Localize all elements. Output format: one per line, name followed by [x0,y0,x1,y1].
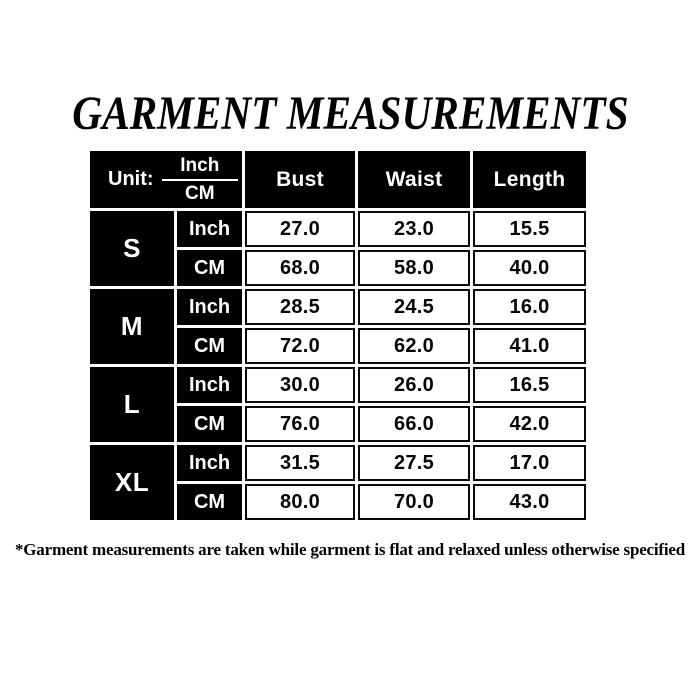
unit-option-cm: CM [185,182,215,204]
value-s-cm-bust: 68.0 [245,250,355,286]
value-xl-inch-bust: 31.5 [245,445,355,481]
value-xl-inch-length: 17.0 [473,445,586,481]
value-s-inch-length: 15.5 [473,211,586,247]
measurements-table [87,148,589,523]
unit-fraction [162,155,238,205]
unit-cell-inch: Inch [177,211,242,247]
value-l-cm-bust: 76.0 [245,406,355,442]
value-l-cm-length: 42.0 [473,406,586,442]
value-s-inch-bust: 27.0 [245,211,355,247]
table-row-m-inch [90,289,586,325]
page-title [0,87,700,140]
value-s-inch-waist: 23.0 [358,211,470,247]
table-row-l-inch [90,367,586,403]
unit-cell-cm: CM [177,328,242,364]
unit-header-wrap [92,155,240,205]
table-header-row [90,151,586,208]
unit-cell-cm: CM [177,406,242,442]
size-cell-s: S [90,211,174,286]
unit-option-inch: Inch [162,155,238,181]
column-header-bust: Bust [245,151,355,208]
table-row-xl-inch [90,445,586,481]
footnote: *Garment measurements are taken while garment is flat and relaxed unless otherwise specified [14,540,686,559]
unit-cell-cm: CM [177,484,242,520]
unit-cell-inch: Inch [177,367,242,403]
column-header-length: Length [473,151,586,208]
value-l-cm-waist: 66.0 [358,406,470,442]
value-xl-inch-waist: 27.5 [358,445,470,481]
value-m-inch-bust: 28.5 [245,289,355,325]
unit-header-cell [90,151,242,208]
size-cell-m: M [90,289,174,364]
value-s-cm-length: 40.0 [473,250,586,286]
value-l-inch-length: 16.5 [473,367,586,403]
value-m-inch-waist: 24.5 [358,289,470,325]
unit-cell-inch: Inch [177,289,242,325]
value-m-cm-bust: 72.0 [245,328,355,364]
value-m-cm-length: 41.0 [473,328,586,364]
value-xl-cm-length: 43.0 [473,484,586,520]
value-xl-cm-bust: 80.0 [245,484,355,520]
value-xl-cm-waist: 70.0 [358,484,470,520]
unit-cell-inch: Inch [177,445,242,481]
table-row-s-inch [90,211,586,247]
value-m-inch-length: 16.0 [473,289,586,325]
size-cell-xl: XL [90,445,174,520]
value-s-cm-waist: 58.0 [358,250,470,286]
unit-cell-cm: CM [177,250,242,286]
unit-label: Unit: [108,168,154,190]
size-cell-l: L [90,367,174,442]
value-l-inch-bust: 30.0 [245,367,355,403]
value-m-cm-waist: 62.0 [358,328,470,364]
value-l-inch-waist: 26.0 [358,367,470,403]
page-title-text: GARMENT MEASUREMENTS [71,87,629,140]
column-header-waist: Waist [358,151,470,208]
